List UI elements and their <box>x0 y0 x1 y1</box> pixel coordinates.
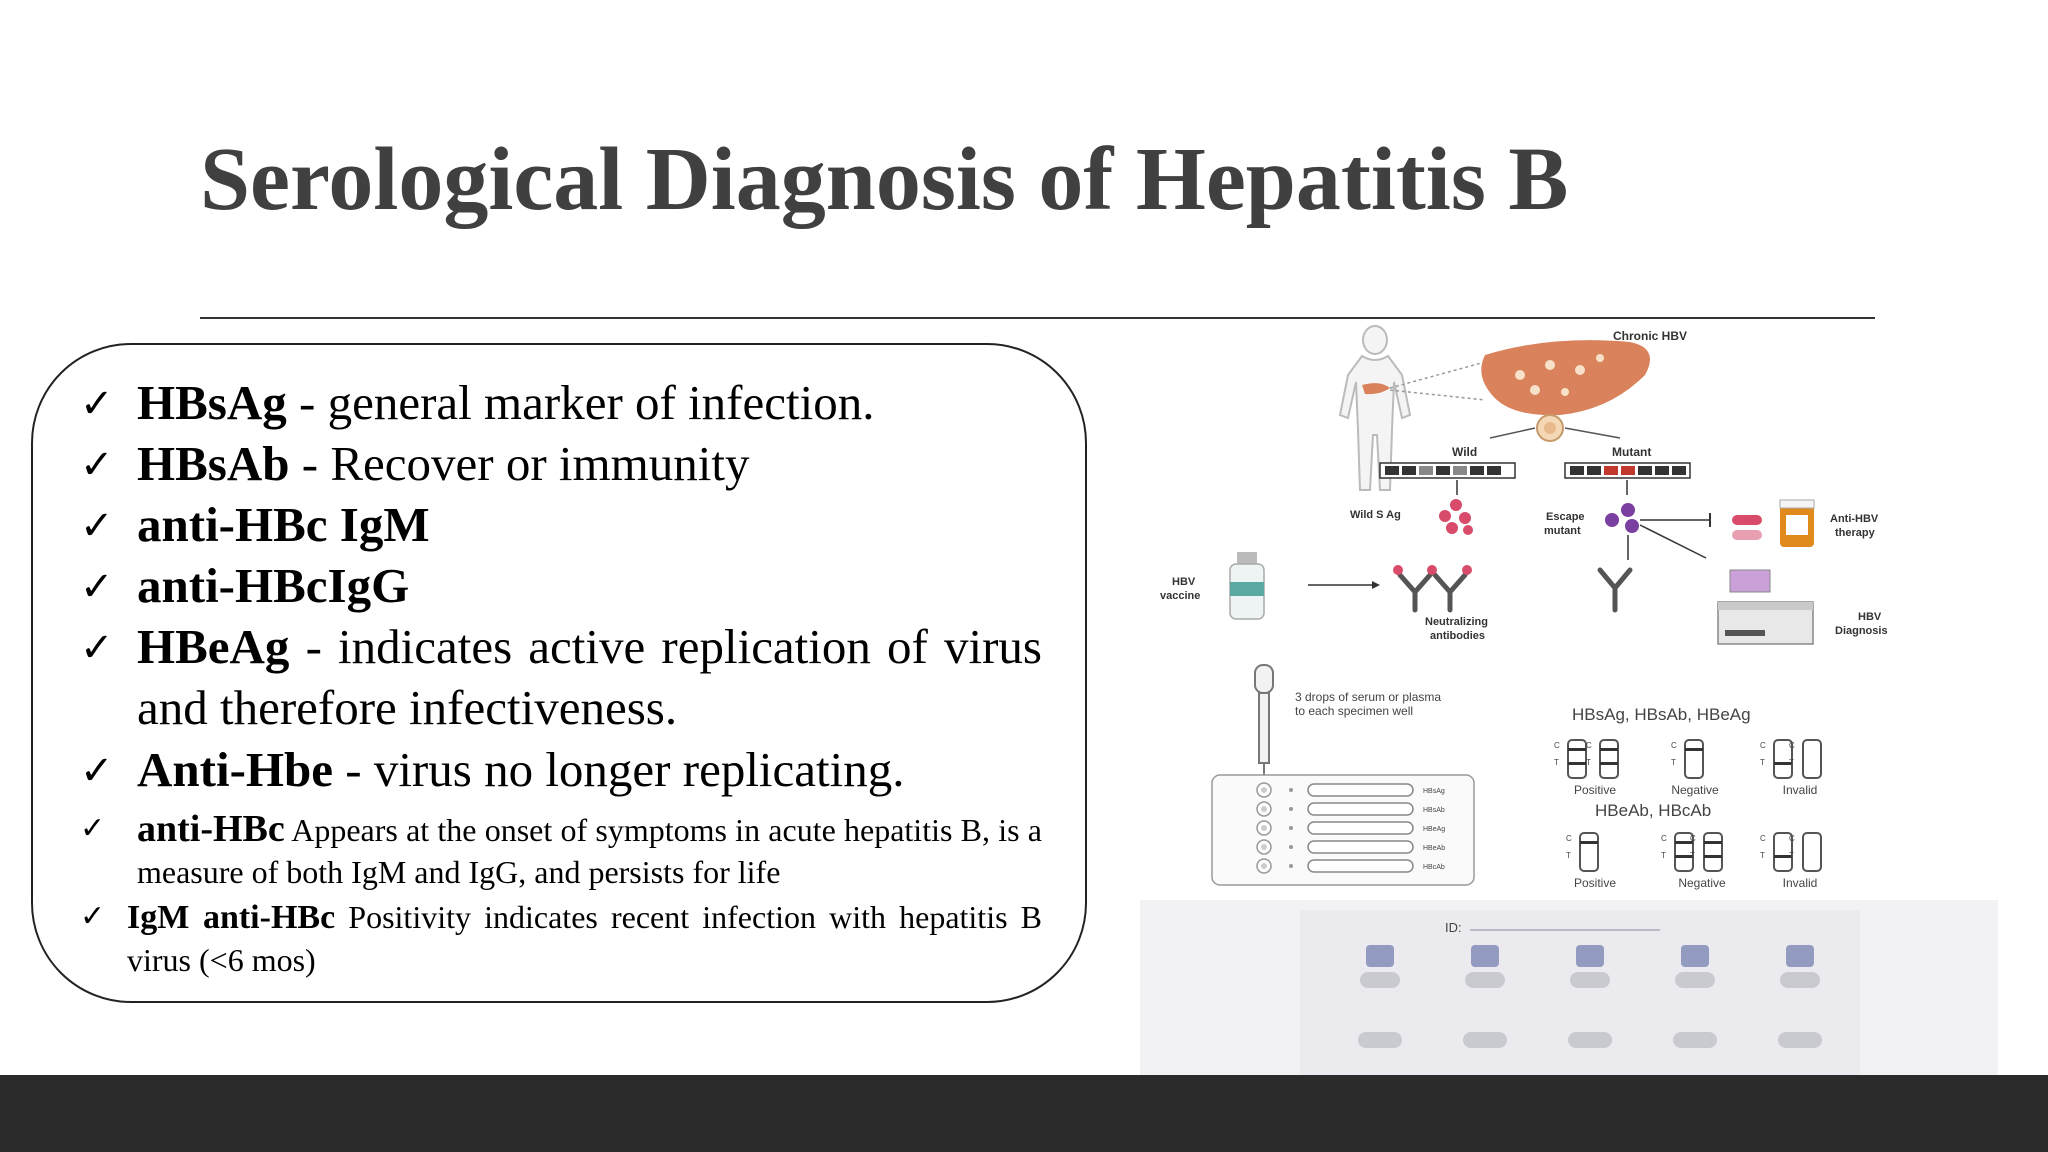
chronic-hbv-label: Chronic HBV <box>1613 329 1688 343</box>
c-label: C <box>1566 834 1572 843</box>
marker-description: - indicates active replication of virus and therefore infectiveness. <box>137 619 1042 735</box>
result-window <box>1690 833 1722 871</box>
strip-label: HBeAb <box>1423 845 1446 852</box>
marker-term: HBeAg <box>137 619 290 674</box>
marker-term: HBsAb <box>137 436 290 491</box>
drops-instruction-2: to each specimen well <box>1295 704 1414 718</box>
check-icon: ✓ <box>80 625 114 671</box>
antibody-icon <box>1400 570 1630 610</box>
virus-icon <box>1537 415 1563 441</box>
slide-title: Serological Diagnosis of Hepatitis B <box>200 130 1569 229</box>
mutant-antigen-icon <box>1605 503 1639 533</box>
result-window <box>1789 740 1821 778</box>
wild-antigen-icon <box>1439 499 1473 535</box>
antibodies-label: antibodies <box>1430 630 1486 642</box>
bound-antigen-icon <box>1393 565 1472 575</box>
hbv-diagnosis-label-1: HBV <box>1858 611 1882 623</box>
marker-term: HBsAg <box>137 375 287 430</box>
result-window <box>1586 740 1618 778</box>
marker-term: anti-HBcIgG <box>137 558 410 613</box>
c-label: C <box>1789 834 1795 843</box>
footer-bar <box>0 1075 2048 1152</box>
pills-icon <box>1732 500 1814 547</box>
test-cassette-photo <box>1140 900 1998 1075</box>
mutant-antigen-label: mutant <box>1544 525 1581 537</box>
t-label: T <box>1566 851 1571 860</box>
list-item <box>80 372 1042 433</box>
hbv-diagnosis-label-2: Diagnosis <box>1835 625 1888 637</box>
dropper-icon <box>1255 665 1273 775</box>
t-label: T <box>1586 758 1591 767</box>
t-label: T <box>1690 851 1695 860</box>
marker-description: Appears at the onset of symptoms in acute hepatitis B, is a measure of both IgM and IgG, and persists for life <box>137 812 1042 890</box>
marker-description: Positivity indicates recent infection with hepatitis B virus (<6 mos) <box>127 899 1043 978</box>
marker-description: - virus no longer replicating. <box>333 742 905 797</box>
mutant-sequence <box>1565 463 1690 478</box>
positive-label: Positive <box>1573 783 1617 797</box>
result-window <box>1554 740 1586 778</box>
wild-s-ag-label: Wild S Ag <box>1350 509 1401 521</box>
c-label: C <box>1760 741 1766 750</box>
mutant-label: Mutant <box>1612 445 1652 459</box>
result-window <box>1566 833 1598 871</box>
anti-hbv-label: Anti-HBV <box>1830 513 1879 525</box>
negative-label: Negative <box>1671 783 1719 797</box>
negative-label: Negative <box>1678 876 1726 890</box>
list-item <box>80 896 1042 980</box>
result-window <box>1661 833 1693 871</box>
c-label: C <box>1789 741 1795 750</box>
cassette-id-label: ID: <box>1445 920 1462 935</box>
strip-label: HBsAb <box>1423 807 1445 814</box>
drops-instruction-1: 3 drops of serum or plasma <box>1295 690 1442 704</box>
title-divider <box>200 317 1875 319</box>
strip-label: HBsAg <box>1423 788 1445 795</box>
list-item <box>80 433 1042 494</box>
invalid-label: Invalid <box>1782 876 1818 890</box>
result-window <box>1760 833 1792 871</box>
c-label: C <box>1586 741 1592 750</box>
c-label: C <box>1671 741 1677 750</box>
list-item <box>80 808 1042 892</box>
vaccine-label: vaccine <box>1160 590 1201 602</box>
marker-description: - general marker of infection. <box>286 375 875 430</box>
t-label: T <box>1789 851 1794 860</box>
check-icon: ✓ <box>80 503 114 549</box>
marker-description: - Recover or immunity <box>289 436 750 491</box>
c-label: C <box>1760 834 1766 843</box>
therapy-label: therapy <box>1835 527 1875 539</box>
c-label: C <box>1690 834 1696 843</box>
check-icon: ✓ <box>80 564 114 610</box>
marker-term: anti-HBc <box>137 808 285 850</box>
wild-label: Wild <box>1452 445 1478 459</box>
group1-label: HBsAg, HBsAb, HBeAg <box>1572 705 1751 724</box>
positive-label: Positive <box>1573 876 1617 890</box>
list-item <box>80 555 1042 616</box>
strip-label: HBcAb <box>1423 864 1445 871</box>
liver-icon <box>1481 340 1650 415</box>
t-label: T <box>1789 758 1794 767</box>
marker-term: anti-HBc IgM <box>137 497 430 552</box>
marker-term: IgM anti-HBc <box>127 899 336 936</box>
neutralizing-label: Neutralizing <box>1425 616 1488 628</box>
escape-label: Escape <box>1546 511 1585 523</box>
c-label: C <box>1661 834 1667 843</box>
check-icon: ✓ <box>80 381 114 427</box>
t-label: T <box>1661 851 1666 860</box>
diagnosis-analyzer-icon <box>1718 570 1813 644</box>
invalid-label: Invalid <box>1782 783 1818 797</box>
check-icon: ✓ <box>80 442 114 488</box>
hbv-diagnosis-figure <box>1140 320 2000 1075</box>
marker-term: Anti-Hbe <box>137 742 333 797</box>
group2-label: HBeAb, HBcAb <box>1595 801 1712 820</box>
hbv-label: HBV <box>1172 576 1196 588</box>
strip-label: HBeAg <box>1423 826 1446 833</box>
check-icon: ✓ <box>80 899 106 934</box>
t-label: T <box>1671 758 1676 767</box>
result-window <box>1760 740 1792 778</box>
check-icon: ✓ <box>80 748 114 794</box>
t-label: T <box>1760 851 1765 860</box>
result-window <box>1789 833 1821 871</box>
wild-sequence <box>1380 463 1515 478</box>
c-label: C <box>1554 741 1560 750</box>
list-item <box>80 616 1042 738</box>
result-window <box>1671 740 1703 778</box>
t-label: T <box>1760 758 1765 767</box>
list-item <box>80 739 1042 800</box>
check-icon: ✓ <box>80 811 106 846</box>
t-label: T <box>1554 758 1559 767</box>
list-item <box>80 494 1042 555</box>
vaccine-vial-icon <box>1230 552 1264 619</box>
